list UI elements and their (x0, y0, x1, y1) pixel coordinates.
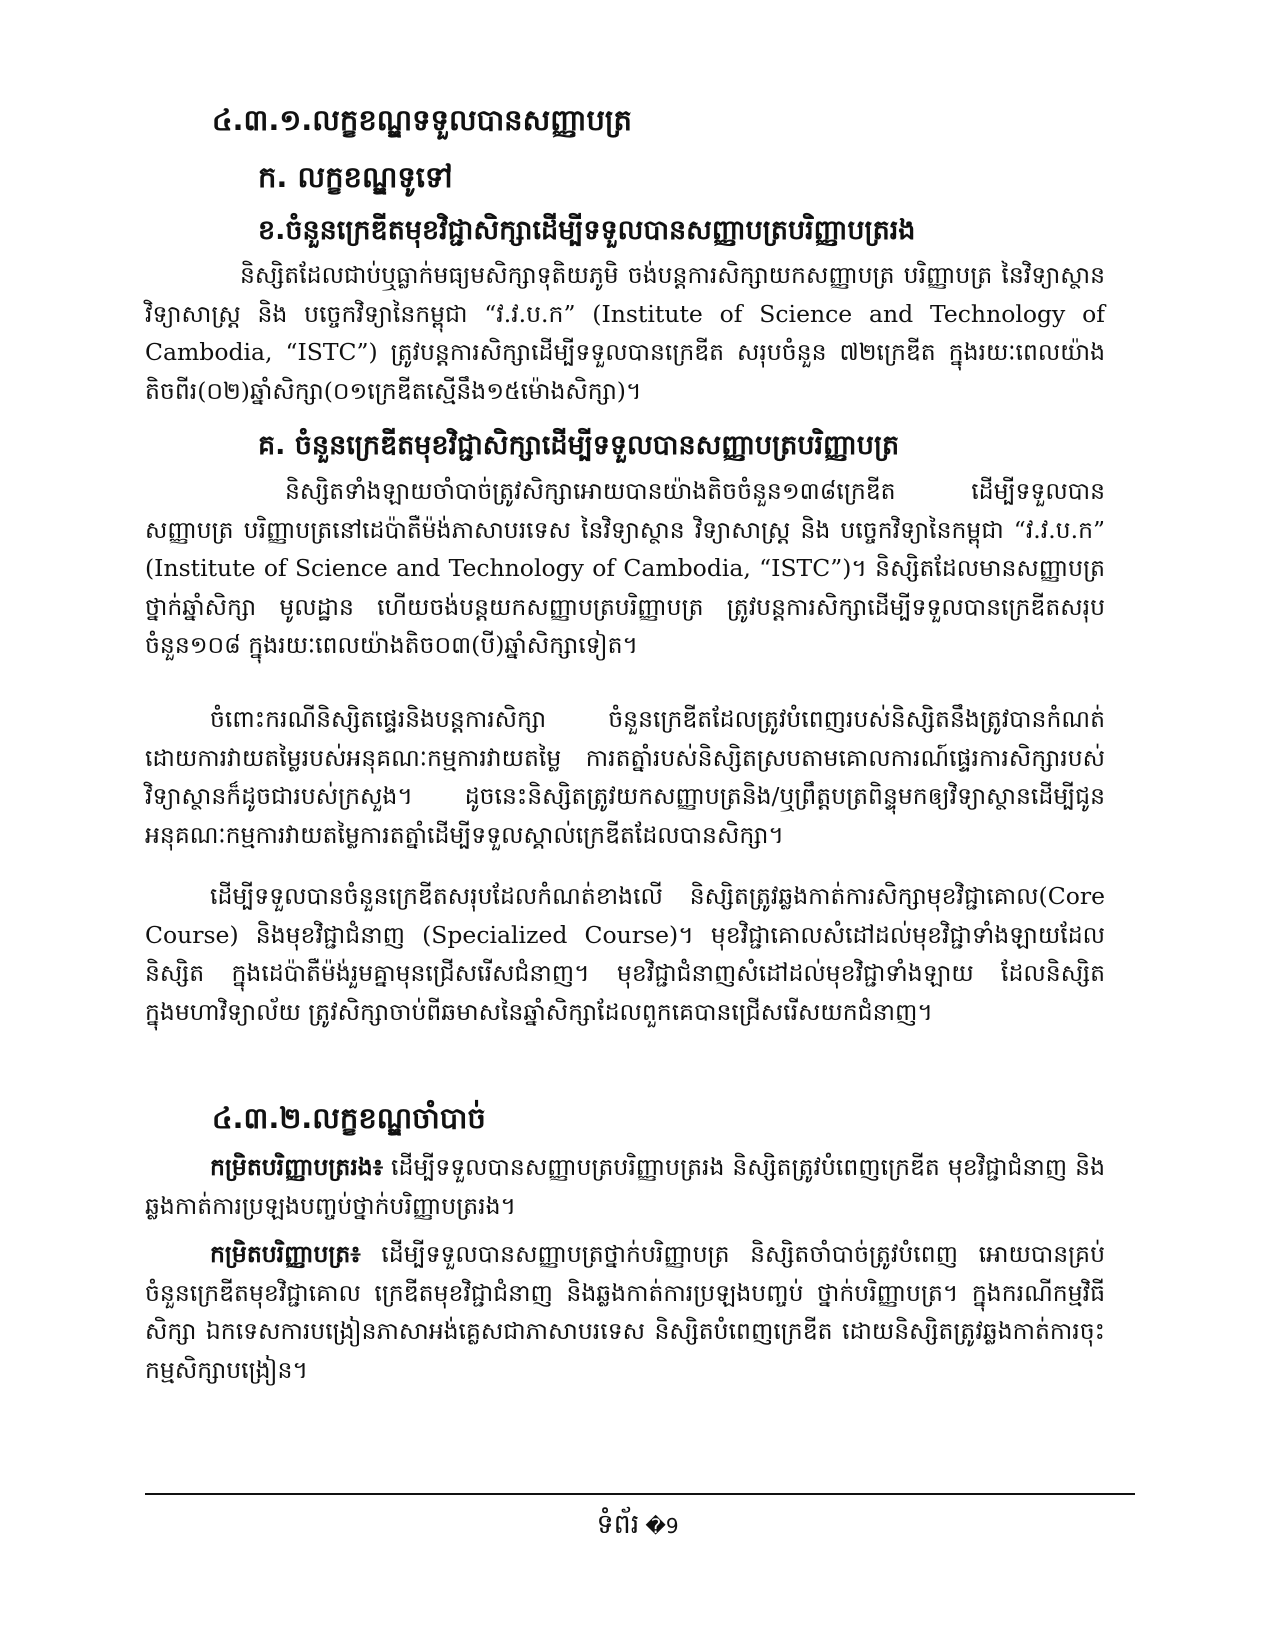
section-heading-4-3-1: ៤.៣.១.លក្ខខណ្ឌទទួលបានសញ្ញាបត្រ (212, 103, 632, 137)
paragraph-bachelor-requirement (145, 1235, 1105, 1395)
subheading-associate-degree-credits: ខ.ចំនួនក្រេឌីតមុខវិជ្ជាសិក្សាដើម្បីទទួលបានសញ្ញាបត្របរិញ្ញាបត្ររង (258, 215, 916, 246)
paragraph-transfer-students: ចំពោះករណីនិស្សិតផ្ទេរនិងបន្តការសិក្សា ចំនួនក្រេឌីតដែលត្រូវបំពេញរបស់និស្សិតនឹងត្រូវបានកំណត់ ដោយការវាយតម្លៃរបស់អនុគណៈកម្មការវាយតម្លៃ ការតត្នាំរបស់និស្សិតស្របតាមគោលការណ៍ផ្ទេរការសិក្សារបស់វិទ្យាស្ថានក៏ដូចជារបស់ក្រសួង។ ដូចនេះនិស្សិតត្រូវយកសញ្ញាបត្រនិង/ឬព្រឹត្តបត្រពិន្ទុមកឲ្យវិទ្យាស្ថានដើម្បីជូនអនុគណៈកម្មការវាយតម្លៃការតត្នាំដើម្បីទទួលស្គាល់ក្រេឌីតដែលបានសិក្សា។ (145, 705, 1105, 849)
page-label: ទំព័រ (596, 1509, 640, 1540)
paragraph-bachelor-degree: និស្សិតទាំងឡាយចាំបាច់ត្រូវសិក្សាអោយបានយ៉ាងតិចចំនួន១៣៨ក្រេឌីត ដើម្បីទទួលបានសញ្ញាបត្រ បរិញ្ញាបត្រនៅដេប៉ាតឺម៉ង់ភាសាបរទេស នៃវិទ្យាស្ថាន វិទ្យាសាស្ត្រ និង បច្ចេកវិទ្យានៃកម្ពុជា “វ.វ.ប.ក” (Institute of Science and Technology of Cambodia, “ISTC”)។ និស្សិតដែលមានសញ្ញាបត្រថ្នាក់ឆ្នាំសិក្សា មូលដ្ឋាន ហើយចង់បន្តយកសញ្ញាបត្របរិញ្ញាបត្រ ត្រូវបន្តការសិក្សាដើម្បីទទួលបានក្រេឌីតសរុបចំនួន១០៨ ក្នុងរយៈពេលយ៉ាងតិច០៣(បី)ឆ្នាំសិក្សាទៀត។ (145, 477, 1105, 659)
paragraph-core-specialized-courses: ដើម្បីទទួលបានចំនួនក្រេឌីតសរុបដែលកំណត់ខាងលើ និស្សិតត្រូវឆ្លងកាត់ការសិក្សាមុខវិជ្ជាគោល(Core Course) និងមុខវិជ្ជាជំនាញ (Specialized Course)។ មុខវិជ្ជាគោលសំដៅដល់មុខវិជ្ជាទាំងឡាយដែលនិស្សិត ក្នុងដេប៉ាតឺម៉ង់រួមគ្នាមុនជ្រើសរើសជំនាញ។ មុខវិជ្ជាជំនាញសំដៅដល់មុខវិជ្ជាទាំងឡាយ ដែលនិស្សិត ក្នុងមហាវិទ្យាល័យ ត្រូវសិក្សាចាប់ពីឆមាសនៃឆ្នាំសិក្សាដែលពួកគេបានជ្រើសរើសយកជំនាញ។ (145, 882, 1105, 1026)
subheading-general-conditions: ក. លក្ខខណ្ឌទូទៅ (258, 160, 453, 194)
page-footer (0, 1500, 1275, 1551)
bachelor-level-label: កម្រិតបរិញ្ញាបត្រ៖ (210, 1240, 361, 1268)
section-heading-4-3-2: ៤.៣.២.លក្ខខណ្ឌចាំបាច់ (212, 1101, 486, 1135)
page-number: �9 (645, 1514, 679, 1538)
footer-divider (145, 1493, 1135, 1495)
subheading-bachelor-degree-credits: គ. ចំនួនក្រេឌីតមុខវិជ្ជាសិក្សាដើម្បីទទួលបានសញ្ញាបត្របរិញ្ញាបត្រ (258, 430, 900, 461)
associate-level-label: កម្រិតបរិញ្ញាបត្ររង៖ (210, 1153, 384, 1181)
paragraph-associate-requirement (145, 1148, 1105, 1228)
paragraph-associate-degree: និស្សិតដែលជាប់ឬធ្លាក់មធ្យមសិក្សាទុតិយភូមិ ចង់បន្តការសិក្សាយកសញ្ញាបត្រ បរិញ្ញាបត្រ នៃវិទ្យាស្ថាន វិទ្យាសាស្ត្រ និង បច្ចេកវិទ្យានៃកម្ពុជា “វ.វ.ប.ក” (Institute of Science and Technology of Cambodia, “ISTC”) ត្រូវបន្តការសិក្សាដើម្បីទទួលបានក្រេឌីត សរុបចំនួន ៧២ក្រេឌីត ក្នុងរយៈពេលយ៉ាងតិចពីរ(០២)ឆ្នាំសិក្សា(០១ក្រេឌីតស្មើនឹង១៥ម៉ោងសិក្សា)។ (145, 261, 1105, 405)
associate-level-text: ដើម្បីទទួលបានសញ្ញាបត្របរិញ្ញាបត្ររង និស្សិតត្រូវបំពេញក្រេឌីត មុខវិជ្ជាជំនាញ និងឆ្លងកាត់ការប្រឡងបញ្ចប់ថ្នាក់បរិញ្ញាបត្ររង។ (145, 1153, 1105, 1220)
bachelor-level-text: ដើម្បីទទួលបានសញ្ញាបត្រថ្នាក់បរិញ្ញាបត្រ និស្សិតចាំបាច់ត្រូវបំពេញ អោយបានគ្រប់ចំនួនក្រេឌីតមុខវិជ្ជាគោល ក្រេឌីតមុខវិជ្ជាជំនាញ និងឆ្លងកាត់ការប្រឡងបញ្ចប់ ថ្នាក់បរិញ្ញាបត្រ។ ក្នុងករណីកម្មវិធីសិក្សា ឯកទេសការបង្រៀនភាសាអង់គ្លេសជាភាសាបរទេស និស្សិតបំពេញក្រេឌីត ដោយនិស្សិតត្រូវឆ្លងកាត់ការចុះកម្មសិក្សាបង្រៀន។ (145, 1240, 1105, 1384)
